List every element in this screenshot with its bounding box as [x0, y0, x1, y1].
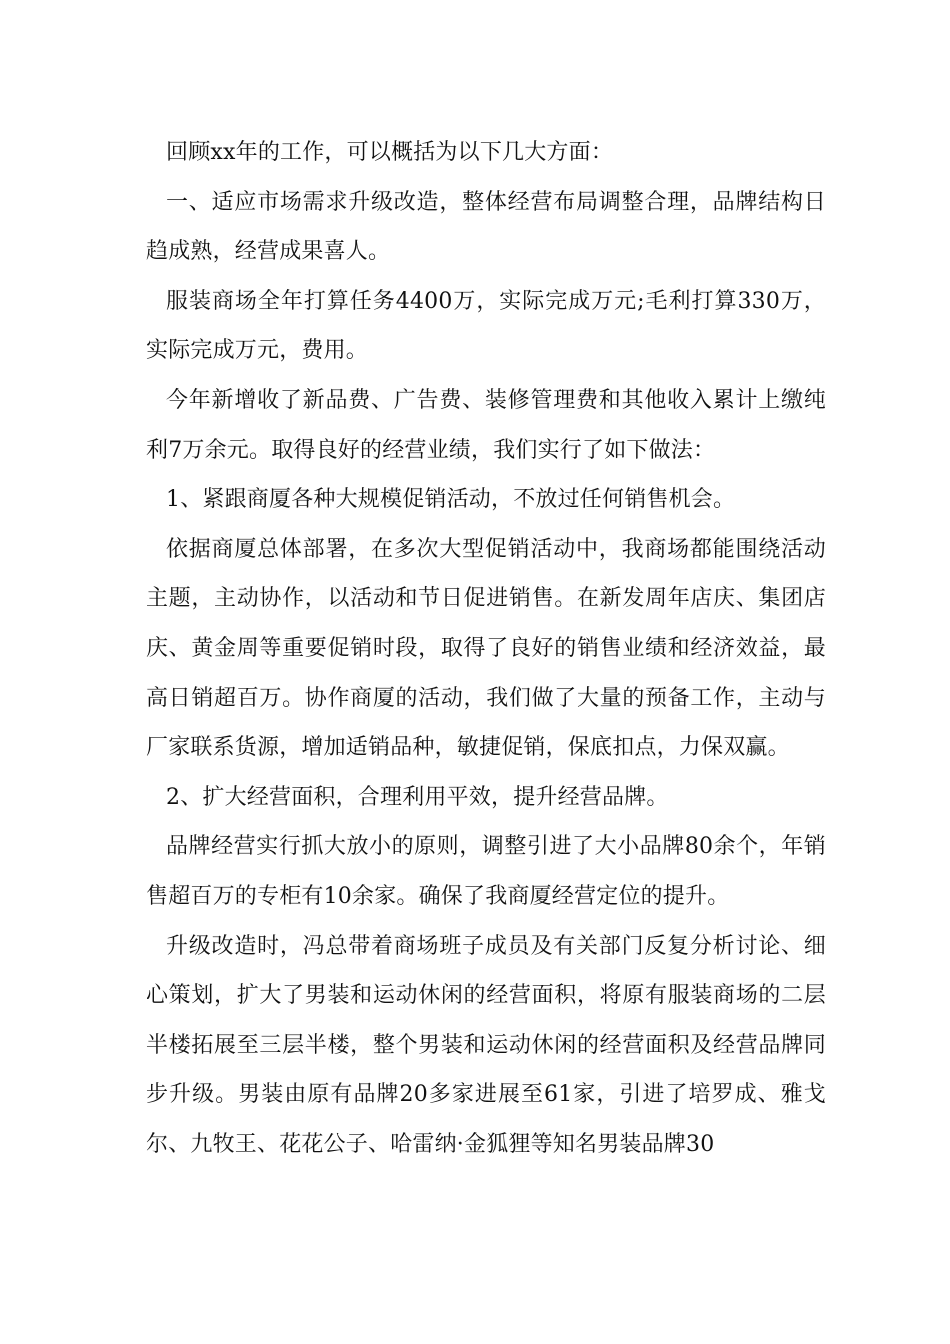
paragraph-upgrade: 升级改造时，冯总带着商场班子成员及有关部门反复分析讨论、细心策划，扩大了男装和运动休闲的经营面积，将原有服装商场的二层半楼拓展至三层半楼，整个男装和运动休闲的经营面积及经营品牌同步升级。男装由原有品牌20多家进展至61家，引进了培罗成、雅戈尔、九牧王、花花公子、哈雷纳·金狐狸等知名男装品牌30	[146, 933, 826, 1157]
paragraph-new-income: 今年新增收了新品费、广告费、装修管理费和其他收入累计上缴纯利7万余元。取得良好的经营业绩，我们实行了如下做法：	[146, 387, 826, 463]
paragraph-section-one-heading: 一、适应市场需求升级改造，整体经营布局调整合理，品牌结构日趋成熟，经营成果喜人。	[146, 189, 826, 265]
paragraph-brand-strategy: 品牌经营实行抓大放小的原则，调整引进了大小品牌80余个，年销售超百万的专柜有10余家。确保了我商厦经营定位的提升。	[146, 834, 826, 909]
paragraph-sales-targets: 服装商场全年打算任务4400万，实际完成万元;毛利打算330万，实际完成万元，费用。	[146, 288, 826, 364]
paragraph-item-two-heading: 2、扩大经营面积，合理利用平效，提升经营品牌。	[166, 784, 669, 810]
document-body	[146, 128, 826, 1169]
paragraph-intro: 回顾xx年的工作，可以概括为以下几大方面：	[166, 140, 614, 165]
paragraph-item-one-heading: 1、紧跟商厦各种大规模促销活动，不放过任何销售机会。	[166, 487, 736, 513]
paragraph-promotions: 依据商厦总体部署，在多次大型促销活动中，我商场都能围绕活动主题，主动协作，以活动和节日促进销售。在新发周年店庆、集团店庆、黄金周等重要促销时段，取得了良好的销售业绩和经济效益，最高日销超百万。协作商厦的活动，我们做了大量的预备工作，主动与厂家联系货源，增加适销品种，敏捷促销，保底扣点，力保双赢。	[146, 536, 826, 761]
